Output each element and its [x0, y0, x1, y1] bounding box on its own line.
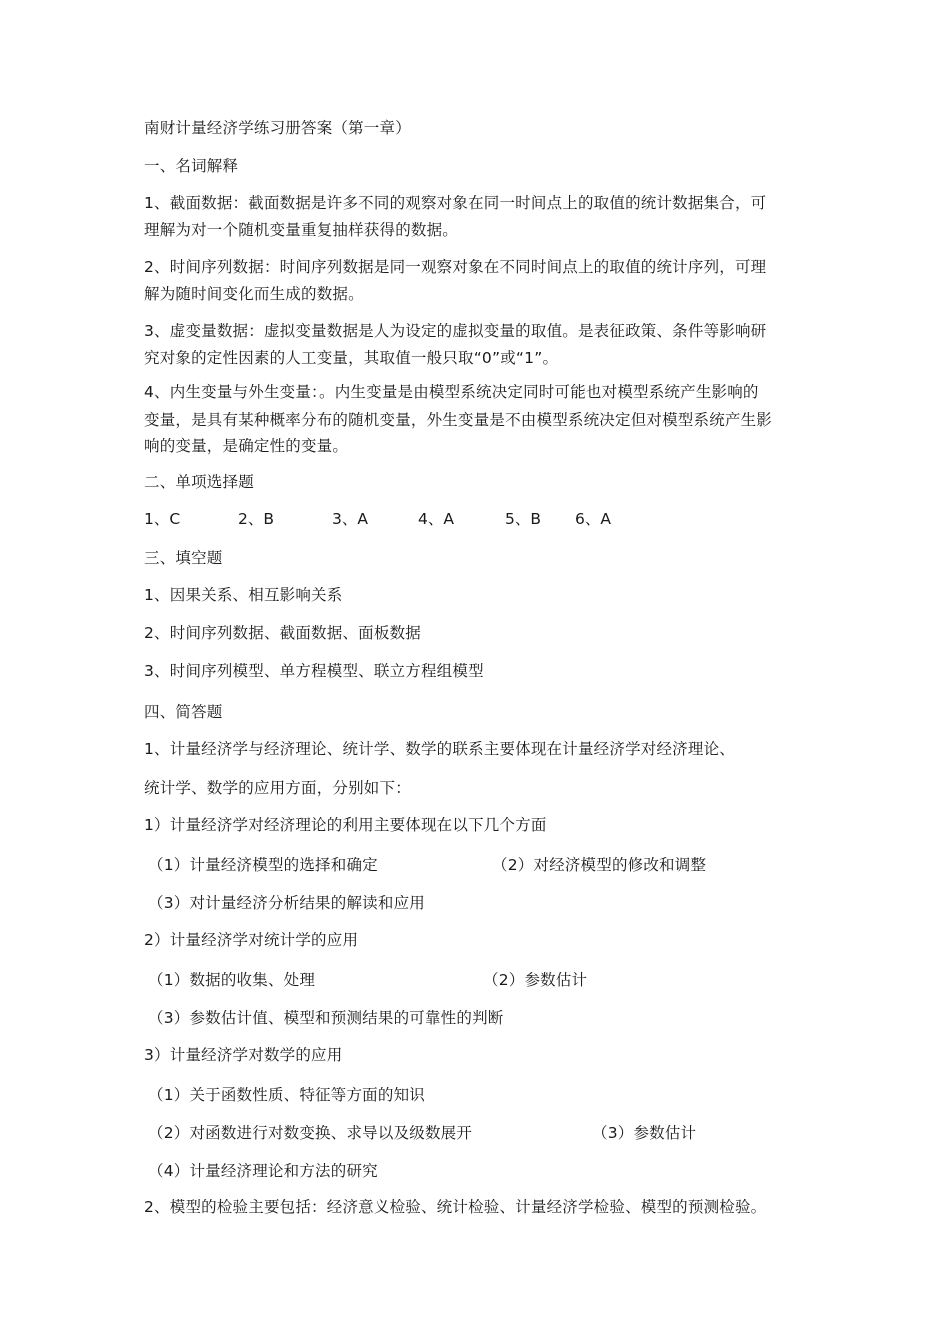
term-4-line-3: 响的变量，是确定性的变量。 [144, 437, 349, 455]
fill-item-3: 3、时间序列模型、单方程模型、联立方程组模型 [144, 662, 484, 680]
choice-answer-2: 2、B [238, 510, 274, 528]
choice-answer-5: 5、B [505, 510, 541, 528]
fill-item-1: 1、因果关系、相互影响关系 [144, 586, 343, 604]
term-2-line-1: 2、时间序列数据：时间序列数据是同一观察对象在不同时间点上的取值的统计序列，可理 [144, 258, 767, 276]
point-3-item-3: （3）参数估计 [592, 1124, 697, 1142]
section-heading-short-answer: 四、简答题 [144, 703, 223, 721]
term-1-line-1: 1、截面数据：截面数据是许多不同的观察对象在同一时间点上的取值的统计数据集合，可 [144, 194, 767, 212]
fill-item-2: 2、时间序列数据、截面数据、面板数据 [144, 624, 421, 642]
point-2-item-2: （2）参数估计 [483, 971, 588, 989]
choice-answer-4: 4、A [418, 510, 454, 528]
choice-answer-6: 6、A [575, 510, 611, 528]
choice-answer-3: 3、A [332, 510, 368, 528]
section-heading-terms: 一、名词解释 [144, 157, 239, 175]
short-answer-2: 2、模型的检验主要包括：经济意义检验、统计检验、计量经济学检验、模型的预测检验。 [144, 1198, 767, 1216]
term-3-line-2: 究对象的定性因素的人工变量，其取值一般只取“0”或“1”。 [144, 349, 559, 367]
point-2-item-1: （1）数据的收集、处理 [148, 971, 316, 989]
term-1-line-2: 理解为对一个随机变量重复抽样获得的数据。 [144, 221, 459, 239]
short-answer-1-line-1: 1、计量经济学与经济理论、统计学、数学的联系主要体现在计量经济学对经济理论、 [144, 740, 735, 758]
point-2-heading: 2）计量经济学对统计学的应用 [144, 931, 359, 949]
term-4-line-1: 4、内生变量与外生变量：。内生变量是由模型系统决定同时可能也对模型系统产生影响的 [144, 383, 759, 401]
point-3-item-1: （1）关于函数性质、特征等方面的知识 [148, 1086, 425, 1104]
point-2-item-3: （3）参数估计值、模型和预测结果的可靠性的判断 [148, 1009, 504, 1027]
term-4-line-2: 变量，是具有某种概率分布的随机变量，外生变量是不由模型系统决定但对模型系统产生影 [144, 411, 773, 429]
point-1-item-3: （3）对计量经济分析结果的解读和应用 [148, 894, 425, 912]
point-1-heading: 1）计量经济学对经济理论的利用主要体现在以下几个方面 [144, 816, 547, 834]
point-3-item-2: （2）对函数进行对数变换、求导以及级数展开 [148, 1124, 473, 1142]
document-title: 南财计量经济学练习册答案（第一章） [144, 119, 411, 137]
short-answer-1-line-2: 统计学、数学的应用方面，分别如下： [144, 779, 411, 797]
section-heading-fill: 三、填空题 [144, 549, 223, 567]
point-3-item-4: （4）计量经济理论和方法的研究 [148, 1162, 378, 1180]
term-3-line-1: 3、虚变量数据：虚拟变量数据是人为设定的虚拟变量的取值。是表征政策、条件等影响研 [144, 322, 767, 340]
choice-answer-1: 1、C [144, 510, 181, 528]
point-3-heading: 3）计量经济学对数学的应用 [144, 1046, 343, 1064]
term-2-line-2: 解为随时间变化而生成的数据。 [144, 285, 364, 303]
point-1-item-1: （1）计量经济模型的选择和确定 [148, 856, 378, 874]
point-1-item-2: （2）对经济模型的修改和调整 [492, 856, 707, 874]
section-heading-choice: 二、单项选择题 [144, 473, 254, 491]
